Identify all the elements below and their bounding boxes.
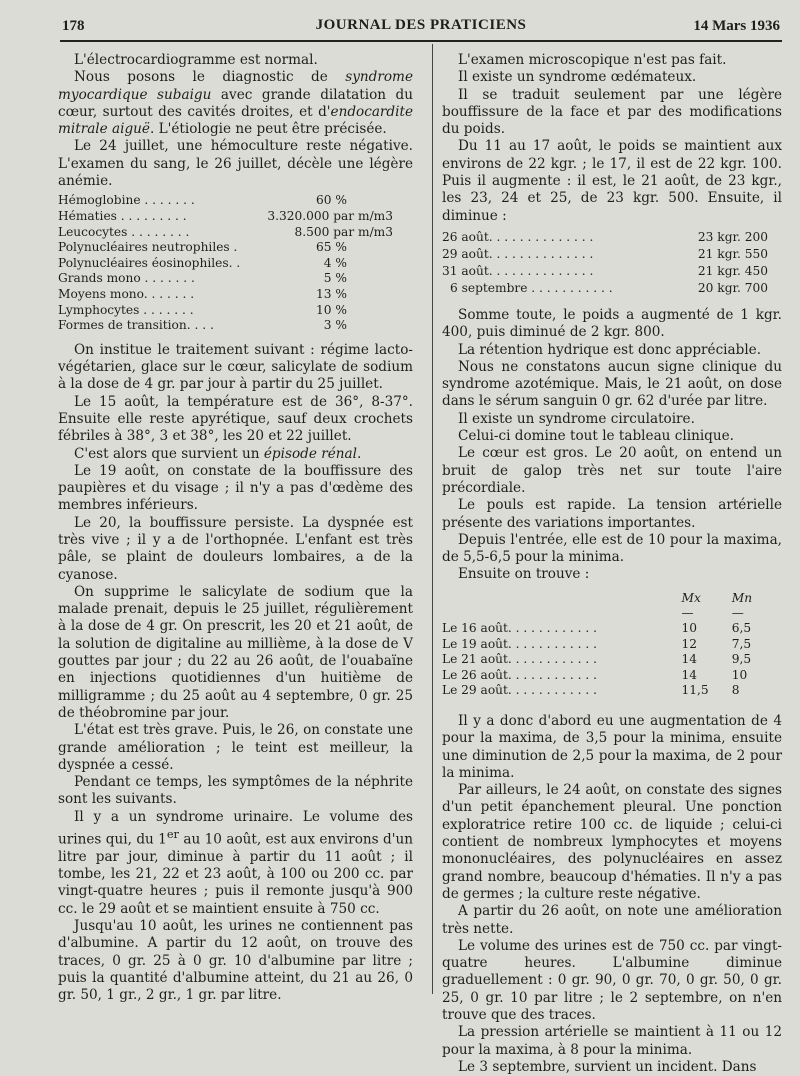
- table-row: 31 août. . . . . . . . . . . . . . 21 kgr. 450: [442, 263, 768, 278]
- paragraph: Il existe un syndrome circulatoire.: [458, 410, 695, 427]
- paragraph: Le 15 août, la température est de 36°, 8-37°. Ensuite elle reste apyrétique, sauf deux crochets fébriles à 38°, 3 et 38°, les 20 et 22 juillet.: [58, 393, 413, 445]
- issue-date: 14 Mars 1936: [693, 18, 780, 34]
- paragraph: Du 11 au 17 août, le poids se maintient aux environs de 22 kgr. ; le 17, il est de 22 kgr. 100. Puis il augmente : il est, le 21 août, de 23 kgr., les 23, 24 et 25, de 23 kgr. 500. Ensuite, il diminue :: [442, 138, 782, 224]
- paragraph: A partir du 26 août, on note une amélioration très nette.: [442, 903, 782, 937]
- paragraph: Le 3 septembre, survient un incident. Dans: [458, 1058, 757, 1075]
- paragraph: Par ailleurs, le 24 août, on constate des signes d'un petit épanchement pleural. Une ponction exploratrice retire 100 cc. de liquide ; celui-ci contient de nombreux lymphocytes et moyens mononucléaires, des polynucléaires en assez grand nombre, beaucoup d'hématies. Il n'y a pas de germes ; la culture reste négative.: [442, 782, 782, 902]
- table-row: Le 26 août. . . . . . . . . . . . 14 10: [442, 667, 748, 682]
- bp-table-header-rule: — —: [681, 606, 744, 621]
- table-row: Leucocytes . . . . . . . . 8.500 par m/m3: [58, 224, 393, 239]
- paragraph: La pression artérielle se maintient à 11 ou 12 pour la maxima, à 8 pour la minima.: [442, 1024, 782, 1058]
- paragraph: Depuis l'entrée, elle est de 10 pour la maxima, de 5,5-6,5 pour la minima.: [442, 531, 782, 566]
- journal-title: JOURNAL DES PRATICIENS: [315, 17, 527, 33]
- paragraph: Le cœur est gros. Le 20 août, on entend un bruit de galop très net sur toute l'aire précordiale.: [442, 445, 782, 496]
- table-row: 6 septembre . . . . . . . . . . . 20 kgr. 700: [450, 280, 768, 295]
- table-row: Le 21 août. . . . . . . . . . . . 14 9,5: [442, 652, 752, 667]
- table-row: Grands mono . . . . . . . 5 %: [58, 271, 347, 286]
- column-divider: [432, 44, 433, 994]
- table-row: Lymphocytes . . . . . . . 10 %: [58, 302, 347, 317]
- blood-exam-table: [58, 193, 413, 333]
- paragraph: Il existe un syndrome œdémateux.: [458, 69, 697, 86]
- paragraph: La rétention hydrique est donc appréciable.: [458, 341, 762, 358]
- header-rule: [60, 40, 782, 42]
- table-row: 26 août. . . . . . . . . . . . . . 23 kgr. 200: [442, 229, 768, 244]
- table-row: Moyens mono. . . . . . . 13 %: [58, 286, 347, 301]
- left-column: [58, 52, 413, 1005]
- paragraph: Nous posons le diagnostic de syndrome myocardique subaigu avec grande dilatation du cœur, surtout des cavités droites, et d'endocardite mitrale aiguë. L'étiologie ne peut être précisée.: [58, 69, 413, 138]
- paragraph: Somme toute, le poids a augmenté de 1 kgr. 400, puis diminué de 2 kgr. 800.: [442, 306, 782, 341]
- paragraph: Pendant ce temps, les symptômes de la néphrite sont les suivants.: [58, 774, 413, 808]
- paragraph: Il se traduit seulement par une légère bouffissure de la face et par des modifications du poids.: [442, 86, 782, 138]
- table-row: Hématies . . . . . . . . . 3.320.000 par m/m3: [58, 208, 393, 223]
- table-row: Le 19 août. . . . . . . . . . . . 12 7,5: [442, 636, 752, 651]
- paragraph: C'est alors que survient un épisode rénal.: [74, 445, 362, 462]
- mx-header: Mx: [681, 590, 701, 605]
- table-row: Le 29 août. . . . . . . . . . . . 11,5 8: [442, 683, 740, 698]
- table-row: Polynucléaires neutrophiles . 65 %: [58, 240, 347, 255]
- bp-table-header: [442, 590, 782, 607]
- paragraph: Jusqu'au 10 août, les urines ne contiennent pas d'albumine. A partir du 12 août, on trouve des traces, 0 gr. 25 à 0 gr. 10 d'albumine par litre ; puis la quantité d'albumine atteint, du 21 au 26, 0 gr. 50, 1 gr., 2 gr., 1 gr. par litre.: [58, 918, 413, 1004]
- weight-table: [442, 229, 782, 297]
- paragraph: Il y a donc d'abord eu une augmentation de 4 pour la maxima, de 3,5 pour la minima, ensuite une diminution de 2,5 pour la maxima, de 2 pour la minima.: [442, 712, 782, 781]
- table-row: Hémoglobine . . . . . . . 60 %: [58, 193, 347, 208]
- paragraph: L'examen microscopique n'est pas fait.: [458, 52, 727, 68]
- page-number: 178: [62, 18, 85, 34]
- paragraph: L'état est très grave. Puis, le 26, on constate une grande amélioration ; le teint est meilleur, la dyspnée a cessé.: [58, 722, 413, 773]
- table-row: 29 août. . . . . . . . . . . . . . 21 kgr. 550: [442, 246, 768, 261]
- paragraph: Ensuite on trouve :: [458, 566, 590, 583]
- blood-pressure-table: [442, 621, 782, 699]
- right-column: [442, 52, 782, 1076]
- paragraph: L'électrocardiogramme est normal.: [74, 52, 318, 68]
- paragraph: On supprime le salicylate de sodium que la malade prenait, depuis le 25 juillet, régulièrement à la dose de 4 gr. On prescrit, les 20 et 21 août, de la solution de digitaline au millième, à la dose de V gouttes par jour ; du 22 au 26 août, de l'ouabaïne en injections quotidiennes d'un huitième de milligramme ; du 25 août au 4 septembre, 0 gr. 25 de théobromine par jour.: [58, 583, 413, 721]
- paragraph: Il y a un syndrome urinaire. Le volume des urines qui, du 1er au 10 août, est aux environs d'un litre par jour, diminue à partir du 11 août ; il tombe, les 21, 22 et 23 août, à 100 ou 200 cc. par vingt-quatre heures ; puis il remonte jusqu'à 900 cc. le 29 août et se maintient ensuite à 750 cc.: [58, 808, 414, 917]
- paragraph: Le volume des urines est de 750 cc. par vingt-quatre heures. L'albumine diminue graduellement : 0 gr. 90, 0 gr. 70, 0 gr. 50, 0 gr. 25, 0 gr. 10 par litre ; le 2 septembre, on n'en trouve que des traces.: [442, 937, 782, 1024]
- paragraph: Le 24 juillet, une hémoculture reste négative. L'examen du sang, le 26 juillet, décèle une légère anémie.: [58, 138, 413, 190]
- paragraph: Le pouls est rapide. La tension artérielle présente des variations importantes.: [442, 497, 782, 531]
- paragraph: Celui-ci domine tout le tableau clinique.: [458, 428, 734, 445]
- mn-header: Mn: [731, 590, 753, 605]
- paragraph: Nous ne constatons aucun signe clinique du syndrome azotémique. Mais, le 21 août, on dose dans le sérum sanguin 0 gr. 62 d'urée par litre.: [442, 358, 782, 410]
- paragraph: On institue le traitement suivant : régime lacto-végétarien, glace sur le cœur, salicylate de sodium à la dose de 4 gr. par jour à partir du 25 juillet.: [58, 341, 413, 393]
- running-header: [62, 14, 780, 36]
- table-row: Formes de transition. . . . 3 %: [58, 318, 347, 333]
- table-row: Polynucléaires éosinophiles. . 4 %: [58, 255, 347, 270]
- table-row: Le 16 août. . . . . . . . . . . . 10 6,5: [442, 621, 752, 636]
- paragraph: Le 19 août, on constate de la bouffissure des paupières et du visage ; il n'y a pas d'œdème des membres inférieurs.: [58, 462, 413, 514]
- paragraph: Le 20, la bouffissure persiste. La dyspnée est très vive ; il y a de l'orthopnée. L'enfant est très pâle, se plaint de douleurs lombaires, a de la cyanose.: [58, 514, 413, 583]
